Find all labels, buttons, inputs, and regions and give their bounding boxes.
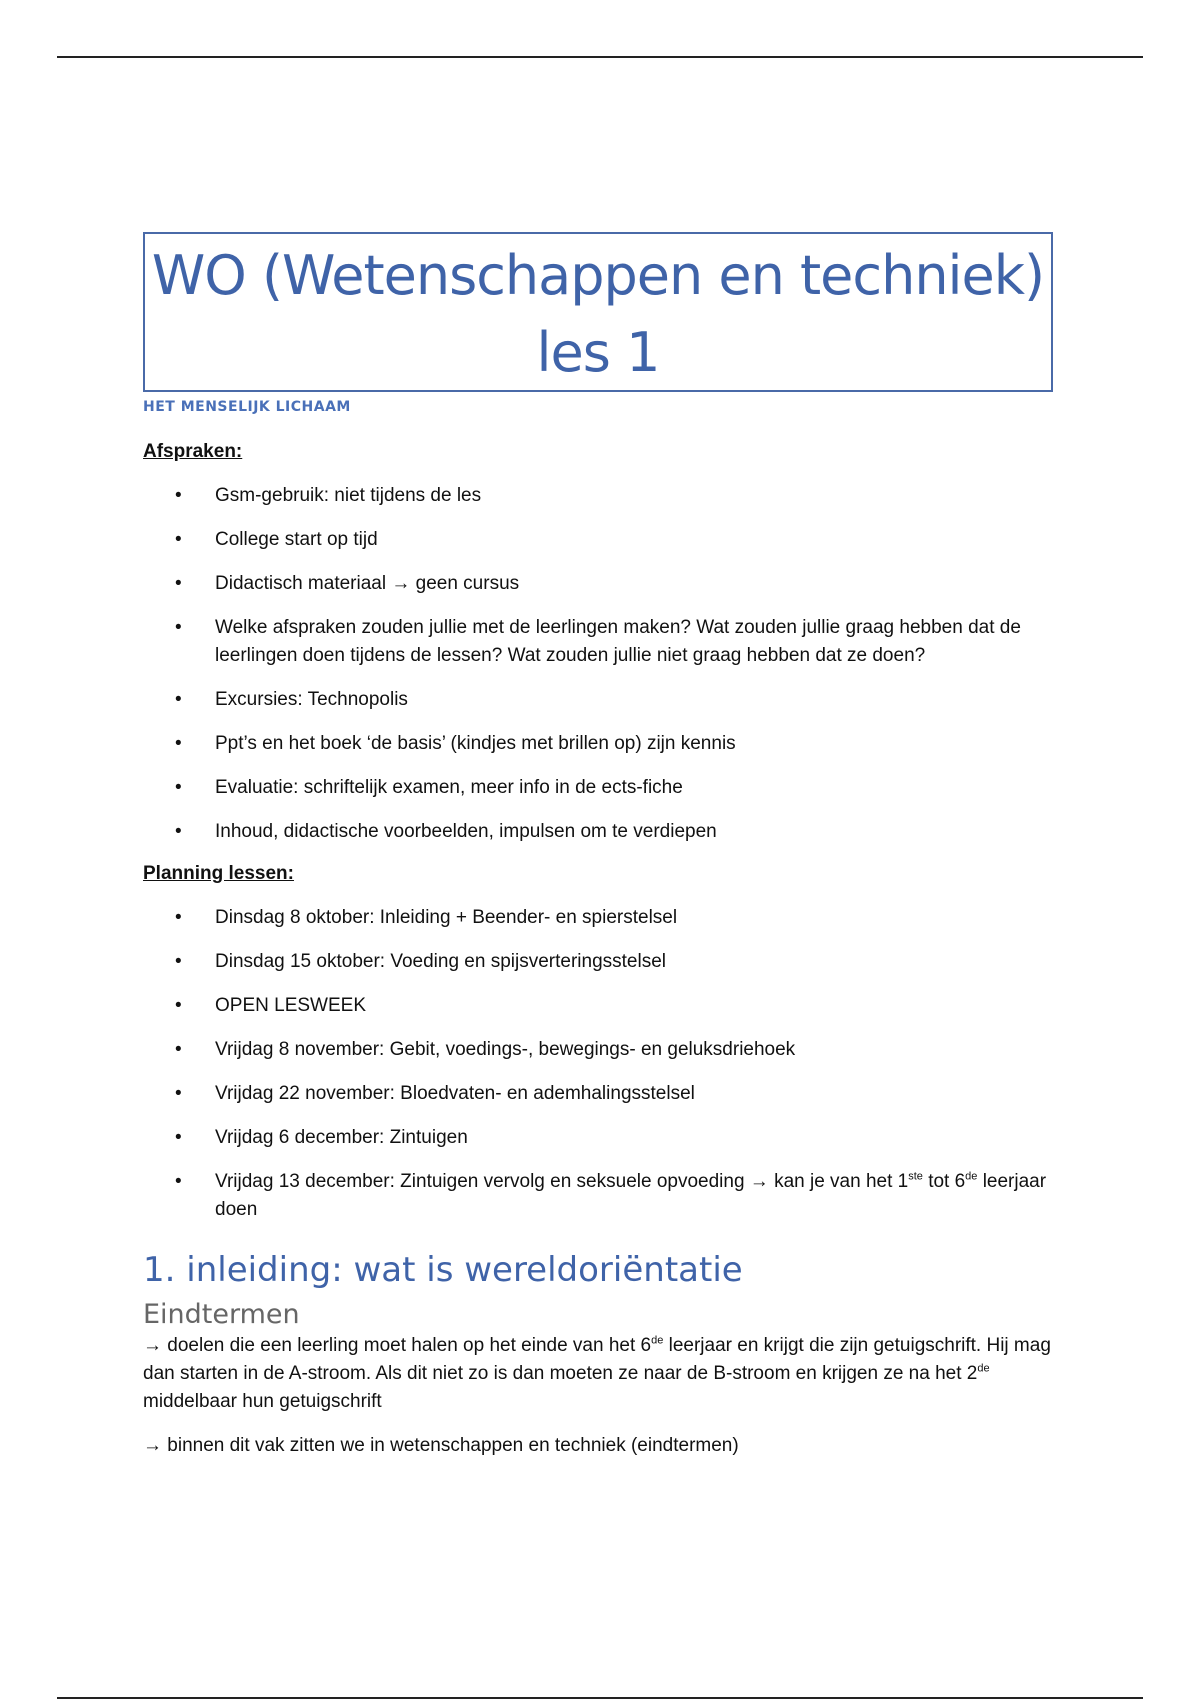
superscript-de: de — [651, 1334, 664, 1347]
planning-last-text-2: tot 6 — [922, 1171, 966, 1192]
page-top-rule — [57, 56, 1143, 58]
section-heading: 1. inleiding: wat is wereldoriëntatie — [143, 1250, 743, 1290]
list-item — [143, 1168, 1063, 1224]
list-item: • Vrijdag 22 november: Bloedvaten- en ademhalingsstelsel — [143, 1080, 1063, 1108]
superscript-ste: ste — [908, 1170, 923, 1183]
afspraken-list — [143, 482, 1063, 846]
superscript-de: de — [977, 1362, 990, 1375]
list-item: • Welke afspraken zouden jullie met de leerlingen maken? Wat zouden jullie graag hebben dat de leerlingen doen tijdens de lessen? Wat zouden jullie niet graag hebben dat ze doen? — [143, 614, 1063, 670]
para1-text-1: → doelen die een leerling moet halen op het einde van het 6 — [143, 1335, 652, 1356]
list-item: • Gsm-gebruik: niet tijdens de les — [143, 482, 1063, 510]
list-item: • Didactisch materiaal → geen cursus — [143, 570, 1063, 598]
list-item: • College start op tijd — [143, 526, 1063, 554]
document-title — [143, 232, 1053, 392]
para1-text-2: leerjaar en krijgt die zijn getuigschrift. Hij mag dan starten in de A-stroom. Als dit niet zo is dan moeten ze naar de B-stroom en krijgen ze na het 2 — [143, 1335, 1051, 1384]
list-item: • OPEN LESWEEK — [143, 992, 1063, 1020]
superscript-de: de — [965, 1170, 978, 1183]
document-subtitle: HET MENSELIJK LICHAAM — [143, 399, 351, 415]
planning-list — [143, 904, 1063, 1224]
list-item: • Vrijdag 8 november: Gebit, voedings-, bewegings- en geluksdriehoek — [143, 1036, 1063, 1064]
para1-text-3: middelbaar hun getuigschrift — [143, 1391, 382, 1412]
planning-heading: Planning lessen: — [143, 863, 294, 884]
section-subheading: Eindtermen — [143, 1299, 300, 1330]
list-item: • Vrijdag 6 december: Zintuigen — [143, 1124, 1063, 1152]
page-bottom-rule — [57, 1697, 1143, 1699]
list-item: • Evaluatie: schriftelijk examen, meer info in de ects-fiche — [143, 774, 1063, 802]
eindtermen-paragraph — [143, 1332, 1063, 1416]
list-item: • Dinsdag 15 oktober: Voeding en spijsverteringsstelsel — [143, 948, 1063, 976]
title-line-2: les 1 — [536, 321, 660, 384]
vak-paragraph: → binnen dit vak zitten we in wetenschappen en techniek (eindtermen) — [143, 1435, 739, 1456]
document-body — [143, 438, 1063, 1460]
list-item: • Inhoud, didactische voorbeelden, impulsen om te verdiepen — [143, 818, 1063, 846]
list-item: • Ppt’s en het boek ‘de basis’ (kindjes met brillen op) zijn kennis — [143, 730, 1063, 758]
afspraken-heading: Afspraken: — [143, 441, 243, 462]
list-item: • Excursies: Technopolis — [143, 686, 1063, 714]
list-item: • Dinsdag 8 oktober: Inleiding + Beender- en spierstelsel — [143, 904, 1063, 932]
title-line-1: WO (Wetenschappen en techniek) — [151, 244, 1045, 307]
planning-last-text-1: Vrijdag 13 december: Zintuigen vervolg en seksuele opvoeding → kan je van het 1 — [215, 1171, 909, 1192]
planning-last-text-3: leerjaar doen — [215, 1171, 1047, 1220]
